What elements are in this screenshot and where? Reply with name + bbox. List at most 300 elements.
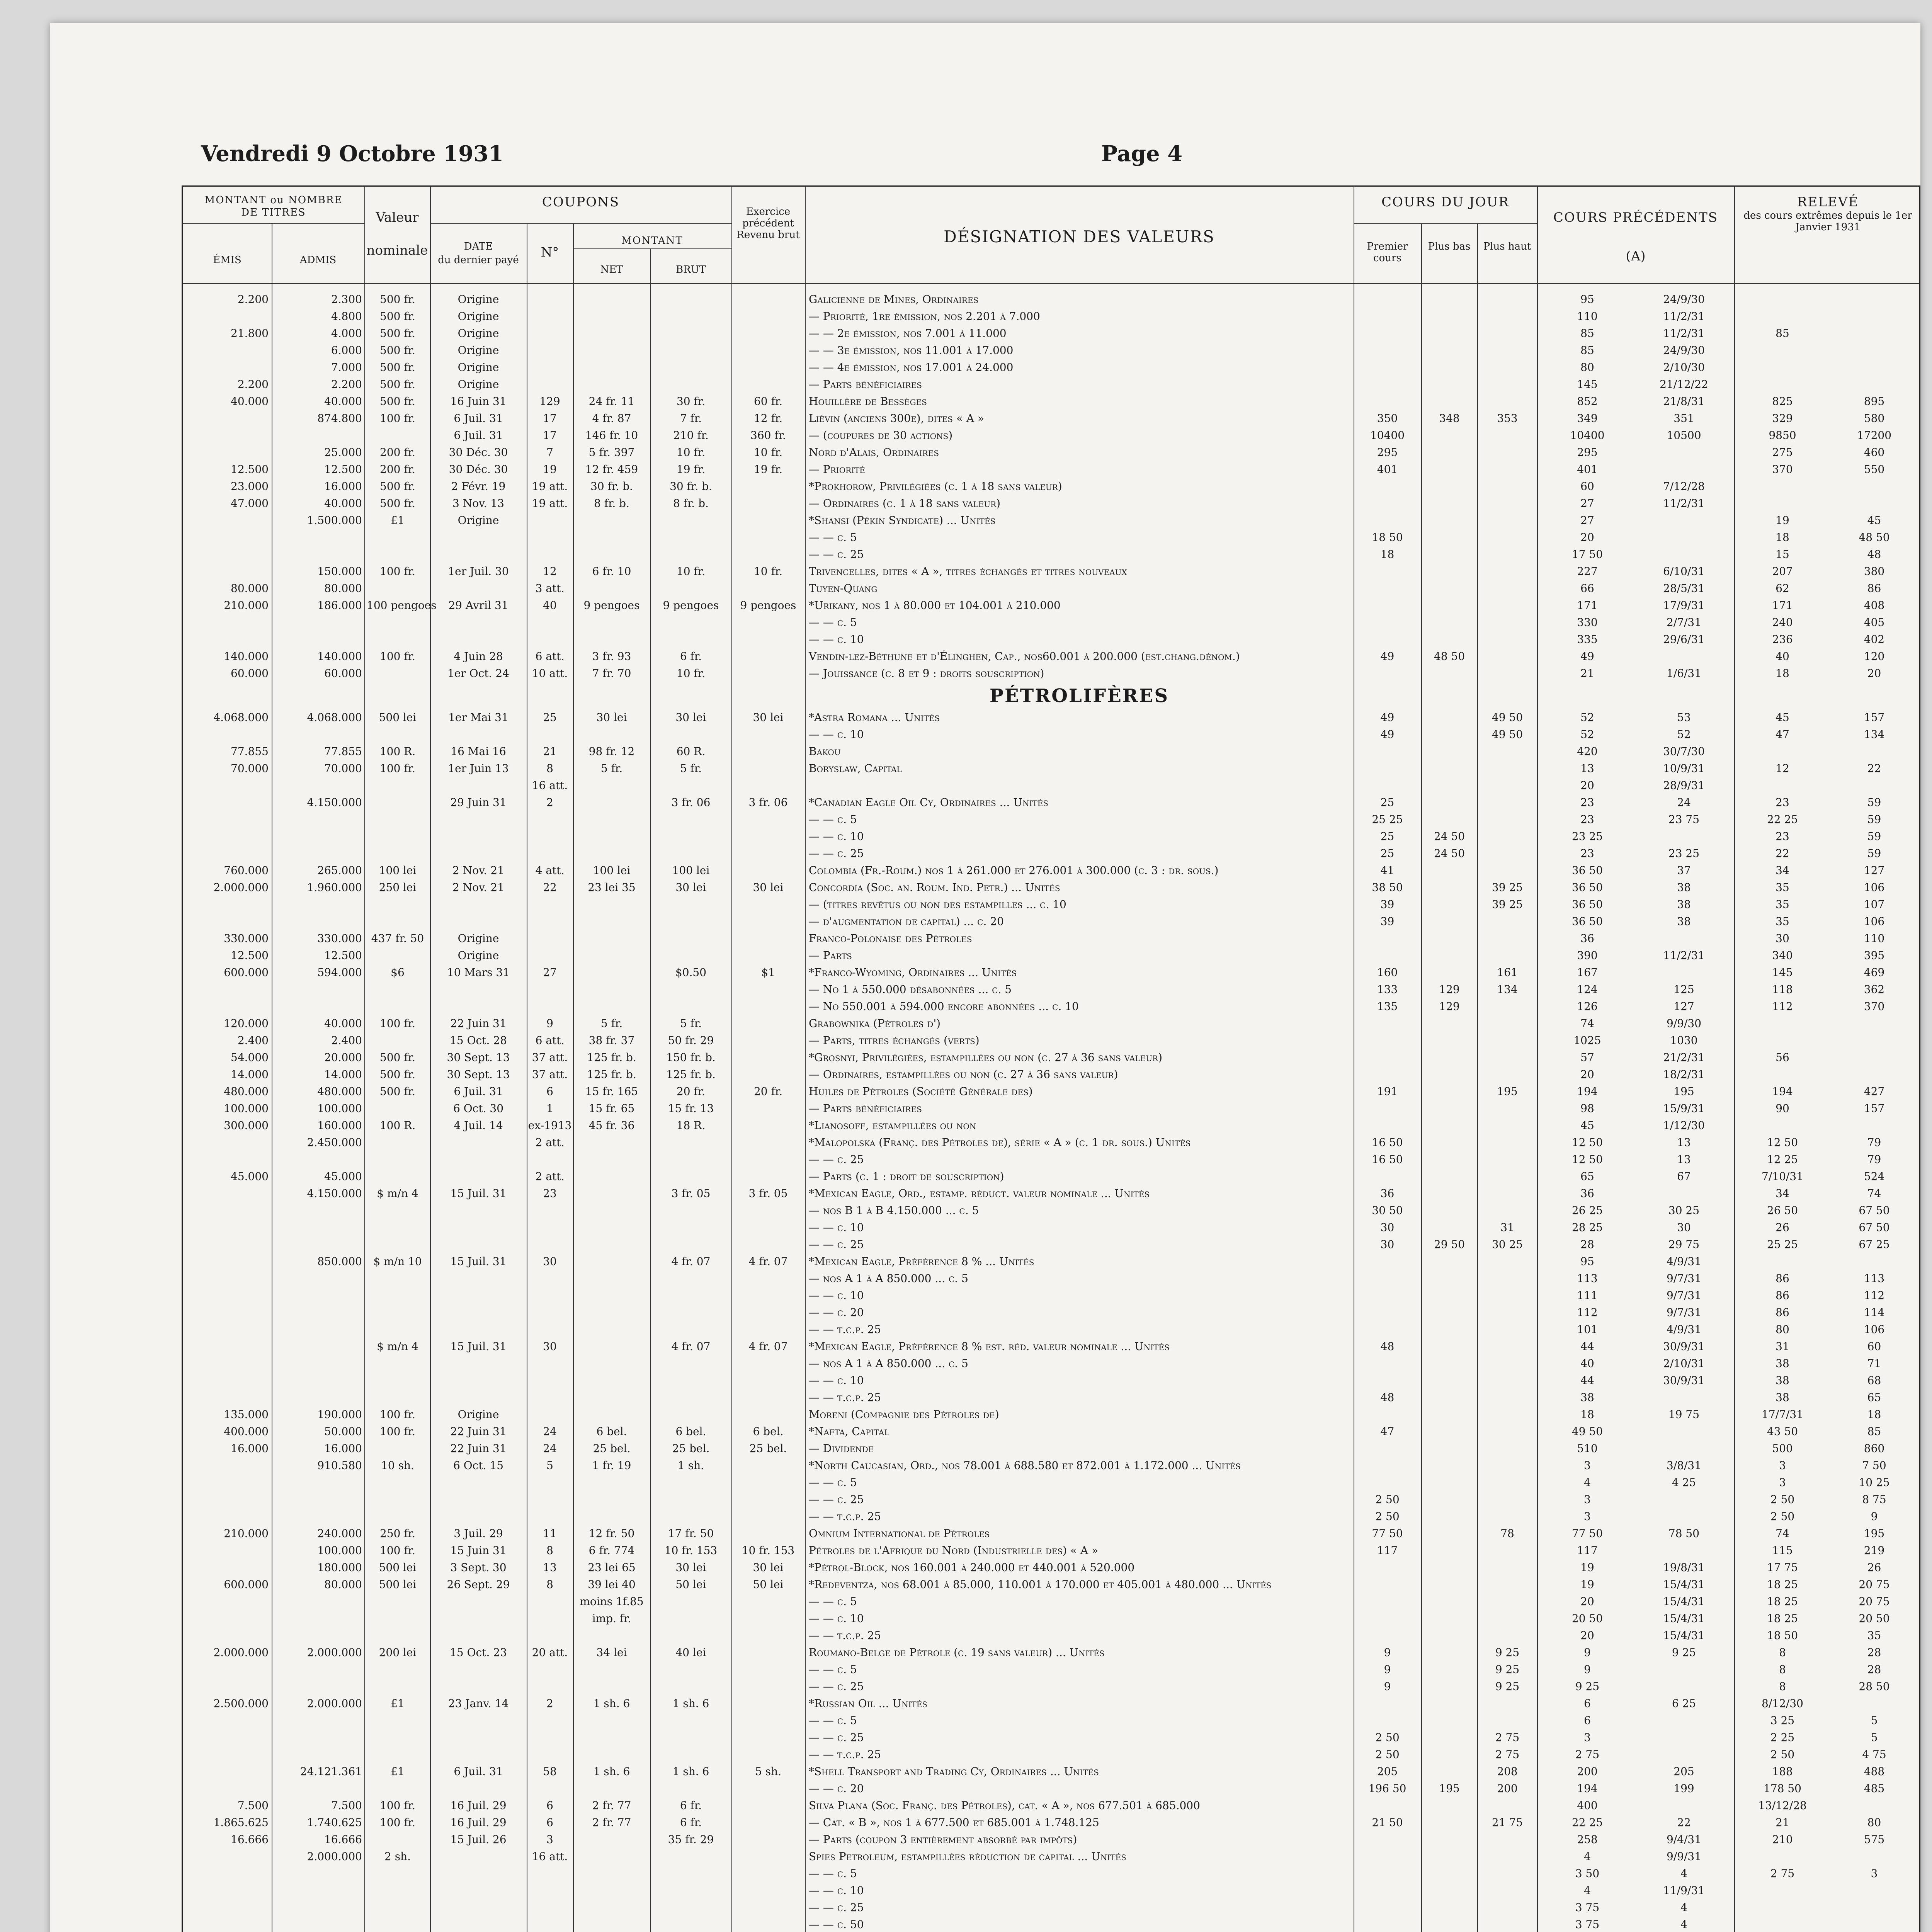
cell-date: Origine: [457, 344, 499, 357]
cell-lo: 7 50: [1862, 1459, 1886, 1472]
cell-brut: 50 lei: [675, 1578, 706, 1591]
cell-prec: 20 50: [1571, 1612, 1603, 1625]
cell-admis: 12.500: [324, 949, 362, 962]
cell-admis: 25.000: [324, 446, 362, 459]
cell-admis: 2.000.000: [307, 1646, 362, 1659]
cell-prec: 98: [1580, 1102, 1594, 1115]
cell-hi: 118: [1772, 983, 1793, 996]
cell-lo: 114: [1864, 1306, 1885, 1319]
cell-prec2: 4: [1680, 1918, 1687, 1931]
cell-name: — — t.c.p. 25: [809, 1748, 881, 1761]
cell-n: 2 att.: [535, 1136, 565, 1149]
cell-val: 500 lei: [379, 711, 417, 724]
cell-admis: 40.000: [324, 1017, 362, 1030]
cell-prec: 77 50: [1571, 1527, 1603, 1540]
cell-emis: 210.000: [224, 1527, 269, 1540]
cell-lo: 106: [1864, 915, 1885, 928]
cell-name: — Priorité: [809, 463, 865, 476]
table-row: [183, 546, 1919, 563]
cell-val: 500 lei: [379, 1561, 417, 1574]
cell-p: 117: [1377, 1544, 1398, 1557]
cell-lo: 106: [1864, 1323, 1885, 1336]
cell-lo: 71: [1867, 1357, 1881, 1370]
cell-prec: 45: [1580, 1119, 1594, 1132]
cell-brut: 30 lei: [675, 1561, 706, 1574]
cell-h: 31: [1500, 1221, 1514, 1234]
cell-rev: 50 lei: [753, 1578, 784, 1591]
header-rule: [1354, 223, 1537, 224]
cell-hi: 35: [1776, 881, 1789, 894]
cell-prec2: 2/7/31: [1666, 616, 1702, 629]
cell-lo: 85: [1867, 1425, 1881, 1438]
cell-emis: 600.000: [224, 1578, 269, 1591]
cell-name: Colombia (Fr.-Roum.) nos 1 à 261.000 et 276.001 à 300.000 (c. 3 : dr. sous.): [809, 864, 1219, 877]
cell-lo: 59: [1867, 813, 1881, 826]
cell-p: 196 50: [1368, 1782, 1406, 1795]
cell-name: Trivencelles, dites « A », titres échangés et titres nouveaux: [809, 565, 1127, 578]
cell-admis: 24.121.361: [300, 1765, 362, 1778]
cell-hi: 80: [1776, 1323, 1789, 1336]
cell-lo: 157: [1864, 1102, 1885, 1115]
cell-hi: 3: [1779, 1476, 1786, 1489]
cell-net: 45 fr. 36: [588, 1119, 635, 1132]
quotation-table: [182, 185, 1920, 1932]
cell-admis: 140.000: [317, 650, 362, 663]
table-row: [183, 393, 1919, 410]
cell-name: — — c. 10: [809, 1612, 864, 1625]
cell-hi: 210: [1772, 1833, 1793, 1846]
cell-prec: 36: [1580, 1187, 1594, 1200]
cell-rev: 25 bel.: [749, 1442, 787, 1455]
cell-admis: 12.500: [324, 463, 362, 476]
cell-lo: 427: [1864, 1085, 1885, 1098]
cell-prec: 23: [1580, 847, 1594, 860]
cell-name: Liévin (anciens 300e), dites « A »: [809, 412, 985, 425]
cell-name: *Prokhorow, Privilégiées (c. 1 à 18 sans valeur): [809, 480, 1062, 493]
cell-p: 135: [1377, 1000, 1398, 1013]
cell-name: — Ordinaires (c. 1 à 18 sans valeur): [809, 497, 1001, 510]
cell-prec2: 4 25: [1672, 1476, 1696, 1489]
cell-name: — No 550.001 à 594.000 encore abonnées ... c. 10: [809, 1000, 1079, 1013]
cell-name: Tuyen-Quang: [809, 582, 878, 595]
cell-net: 15 fr. 165: [585, 1085, 638, 1098]
cell-hi: 15: [1776, 548, 1789, 561]
cell-hi: 2 50: [1770, 1493, 1795, 1506]
cell-name: *Redeventza, nos 68.001 à 85.000, 110.001 à 170.000 et 405.001 à 480.000 ... Unités: [809, 1578, 1272, 1591]
table-row: [183, 478, 1919, 495]
cell-date: 16 Mai 16: [451, 745, 506, 758]
cell-p: 21 50: [1372, 1816, 1403, 1829]
cell-date: 23 Janv. 14: [448, 1697, 509, 1710]
cell-lo: 3: [1871, 1867, 1878, 1880]
cell-name: Spies Petroleum, estampillées réduction de capital ... Unités: [809, 1850, 1126, 1863]
cell-name: — — c. 25: [809, 1731, 864, 1744]
valeur-header: Valeur: [376, 210, 419, 225]
cell-lo: 860: [1864, 1442, 1885, 1455]
cell-val: 500 fr.: [380, 344, 415, 357]
cell-hi: 370: [1772, 463, 1793, 476]
cell-date: 4 Juil. 14: [454, 1119, 503, 1132]
cell-emis: 120.000: [224, 1017, 269, 1030]
cell-hi: 74: [1776, 1527, 1789, 1540]
cell-date: 30 Déc. 30: [449, 463, 508, 476]
cell-p: 48: [1380, 1340, 1395, 1353]
cell-prec: 20: [1580, 1629, 1594, 1642]
cell-date: 22 Juin 31: [450, 1442, 507, 1455]
cell-h: 195: [1497, 1085, 1518, 1098]
cell-prec: 20: [1580, 1595, 1594, 1608]
cell-emis: 2.400: [237, 1034, 269, 1047]
cell-admis: 2.300: [331, 293, 362, 306]
cell-hi: 38: [1776, 1391, 1789, 1404]
cell-val: 500 fr.: [380, 1068, 415, 1081]
cell-date: 16 Juin 31: [450, 395, 507, 408]
cell-prec: 3: [1584, 1493, 1591, 1506]
cell-hi: 34: [1776, 1187, 1789, 1200]
table-row: [183, 760, 1919, 777]
cell-p: 2 50: [1375, 1493, 1400, 1506]
emis-header: ÉMIS: [213, 254, 242, 266]
cell-net: 98 fr. 12: [588, 745, 635, 758]
cell-hi: 8: [1779, 1646, 1786, 1659]
table-row: [183, 1865, 1919, 1882]
cell-rev: 10 fr. 153: [742, 1544, 795, 1557]
cell-name: *Franco-Wyoming, Ordinaires ... Unités: [809, 966, 1017, 979]
cell-p: 2 50: [1375, 1731, 1400, 1744]
cell-p: 160: [1377, 966, 1398, 979]
cell-lo: 120: [1864, 650, 1885, 663]
cell-p: 41: [1380, 864, 1395, 877]
header-bottom-rule: [183, 283, 1919, 284]
cell-prec: 126: [1577, 1000, 1598, 1013]
cell-n: 24: [543, 1442, 557, 1455]
cell-p: 49: [1380, 650, 1395, 663]
cell-hi: 18 25: [1767, 1595, 1798, 1608]
cell-lo: 35: [1867, 1629, 1881, 1642]
cell-hi: 18: [1776, 667, 1789, 680]
cell-prec: 400: [1577, 1799, 1598, 1812]
cell-b: 195: [1439, 1782, 1460, 1795]
cell-emis: 12.500: [231, 463, 269, 476]
cell-prec2: 15/4/31: [1663, 1629, 1705, 1642]
cell-val: 100 fr.: [380, 1425, 415, 1438]
cell-rev: $1: [761, 966, 775, 979]
cell-prec: 36 50: [1571, 864, 1603, 877]
cell-hi: 23: [1776, 796, 1789, 809]
cell-admis: 594.000: [317, 966, 362, 979]
cell-date: 3 Sept. 30: [450, 1561, 507, 1574]
cell-name: Omnium International de Pétroles: [809, 1527, 990, 1540]
cell-hi: 236: [1772, 633, 1793, 646]
cell-date: 6 Juil. 31: [454, 1085, 503, 1098]
cell-prec: 52: [1580, 711, 1594, 724]
cell-prec2: 38: [1677, 915, 1691, 928]
cell-val: 500 fr.: [380, 1051, 415, 1064]
cell-p: 205: [1377, 1765, 1398, 1778]
cell-hi: 340: [1772, 949, 1793, 962]
cell-prec2: 53: [1677, 711, 1691, 724]
cell-prec: 60: [1580, 480, 1594, 493]
cell-b: 129: [1439, 983, 1460, 996]
cell-p: 2 50: [1375, 1510, 1400, 1523]
cell-b: 348: [1439, 412, 1460, 425]
cell-p: 191: [1377, 1085, 1398, 1098]
cell-date: 15 Oct. 28: [450, 1034, 507, 1047]
cell-admis: 4.150.000: [307, 796, 362, 809]
cell-prec: 21: [1580, 667, 1594, 680]
cell-admis: 14.000: [324, 1068, 362, 1081]
cell-name: — — t.c.p. 25: [809, 1391, 881, 1404]
cell-prec: 22 25: [1571, 1816, 1603, 1829]
montant-header: MONTANT ou NOMBRE: [204, 194, 343, 206]
cell-p: 25 25: [1372, 813, 1403, 826]
cell-lo: 18: [1867, 1408, 1881, 1421]
table-row: [183, 648, 1919, 665]
cell-h: 200: [1497, 1782, 1518, 1795]
table-row: [183, 1219, 1919, 1236]
cell-lo: 5: [1871, 1731, 1878, 1744]
cell-lo: 107: [1864, 898, 1885, 911]
cell-val: $ m/n 4: [377, 1340, 418, 1353]
cell-brut: 17 fr. 50: [668, 1527, 714, 1540]
cell-admis: 2.450.000: [307, 1136, 362, 1149]
cell-h: 21 75: [1492, 1816, 1523, 1829]
cell-brut: 15 fr. 13: [668, 1102, 714, 1115]
cell-emis: 600.000: [224, 966, 269, 979]
cell-lo: 402: [1864, 633, 1885, 646]
table-row: [183, 631, 1919, 648]
cell-name: Grabownika (Pétroles d'): [809, 1017, 941, 1030]
table-row: [183, 512, 1919, 529]
cell-brut: 7 fr.: [680, 412, 702, 425]
cell-date: 26 Sept. 29: [447, 1578, 510, 1591]
cell-val: $ m/n 10: [373, 1255, 422, 1268]
cell-emis: 12.500: [231, 949, 269, 962]
releve-header: RELEVÉ: [1797, 194, 1859, 210]
cell-prec: 4: [1584, 1476, 1591, 1489]
cell-prec: 27: [1580, 497, 1594, 510]
cell-brut: 30 lei: [675, 881, 706, 894]
cell-admis: 180.000: [317, 1561, 362, 1574]
cell-hi: 85: [1776, 327, 1789, 340]
cell-prec: 200: [1577, 1765, 1598, 1778]
cell-name: — — c. 25: [809, 1680, 864, 1693]
cell-hi: 825: [1772, 395, 1793, 408]
cell-date: 2 Nov. 21: [452, 881, 504, 894]
dernier-paye-header: du dernier payé: [438, 254, 519, 266]
cell-p: 2 50: [1375, 1748, 1400, 1761]
cell-admis: 265.000: [317, 864, 362, 877]
cell-date: 22 Juin 31: [450, 1017, 507, 1030]
cell-prec2: 78 50: [1668, 1527, 1700, 1540]
cell-lo: 68: [1867, 1374, 1881, 1387]
cell-n: 27: [543, 966, 557, 979]
cell-name: — — 3e émission, nos 11.001 à 17.000: [809, 344, 1014, 357]
table-row: [183, 1355, 1919, 1372]
cell-net: 12 fr. 50: [588, 1527, 635, 1540]
cell-prec2: 4/9/31: [1666, 1323, 1702, 1336]
cell-date: 1er Juin 13: [448, 762, 509, 775]
table-row: [183, 410, 1919, 427]
cell-hi: 500: [1772, 1442, 1793, 1455]
cell-name: Houillère de Bessèges: [809, 395, 927, 408]
cell-lo: 59: [1867, 796, 1881, 809]
cell-n: 19 att.: [532, 480, 568, 493]
cell-net: 39 lei 40: [588, 1578, 636, 1591]
cell-val: 100 fr.: [380, 1799, 415, 1812]
cell-hi: 17 75: [1767, 1561, 1798, 1574]
cell-prec: 44: [1580, 1340, 1594, 1353]
cell-prec: 85: [1580, 344, 1594, 357]
cell-name: *Shell Transport and Trading Cy, Ordinaires ... Unités: [809, 1765, 1099, 1778]
cell-net: 5 fr.: [600, 1017, 623, 1030]
cell-val: 100 fr.: [380, 1816, 415, 1829]
cell-hi: 18 25: [1767, 1612, 1798, 1625]
cell-prec: 36: [1580, 932, 1594, 945]
cell-hi: 19: [1776, 514, 1789, 527]
cell-prec2: 6/10/31: [1663, 565, 1705, 578]
cell-admis: 874.800: [317, 412, 362, 425]
cell-h: 134: [1497, 983, 1518, 996]
cell-admis: 160.000: [317, 1119, 362, 1132]
cell-rev: 30 lei: [753, 881, 784, 894]
cell-n: 4 att.: [535, 864, 565, 877]
table-row: [183, 1372, 1919, 1389]
page-header: [151, 141, 1905, 172]
cell-brut: 6 bel.: [675, 1425, 706, 1438]
cell-prec: 9: [1584, 1663, 1591, 1676]
table-row: [183, 981, 1919, 998]
cell-admis: 2.000.000: [307, 1697, 362, 1710]
cell-name: Franco-Polonaise des Pétroles: [809, 932, 972, 945]
cell-admis: 1.740.625: [307, 1816, 362, 1829]
cell-net: 30 fr. b.: [590, 480, 633, 493]
cell-brut: 35 fr. 29: [668, 1833, 714, 1846]
cell-date: 2 Nov. 21: [452, 864, 504, 877]
table-row: [183, 1423, 1919, 1440]
cell-brut: 1 sh.: [677, 1459, 704, 1472]
cell-prec2: 11/2/31: [1663, 949, 1705, 962]
cell-prec: 49: [1580, 650, 1594, 663]
cell-date: 15 Oct. 23: [450, 1646, 507, 1659]
cell-date: 6 Juil. 31: [454, 429, 503, 442]
cell-date: 1er Oct. 24: [447, 667, 509, 680]
cell-hi: 21: [1776, 1816, 1789, 1829]
cell-emis: 14.000: [231, 1068, 269, 1081]
cell-p: 9: [1384, 1680, 1391, 1693]
table-row: [183, 1763, 1919, 1780]
cell-prec2: 28/9/31: [1663, 779, 1705, 792]
cell-prec: 227: [1577, 565, 1598, 578]
table-row: [183, 1032, 1919, 1049]
table-row: [183, 1559, 1919, 1576]
cell-prec2: 6 25: [1672, 1697, 1696, 1710]
cell-prec2: 351: [1673, 412, 1694, 425]
cell-brut: 25 bel.: [672, 1442, 710, 1455]
table-row: [183, 1661, 1919, 1678]
cell-prec: 17 50: [1571, 548, 1603, 561]
cell-hi: 34: [1776, 864, 1789, 877]
cell-net: 15 fr. 65: [588, 1102, 635, 1115]
cell-prec2: 4: [1680, 1867, 1687, 1880]
cell-name: — Dividende: [809, 1442, 874, 1455]
cell-prec: 57: [1580, 1051, 1594, 1064]
cell-hi: 194: [1772, 1085, 1793, 1098]
cours-du-jour-header: COURS DU JOUR: [1381, 194, 1509, 210]
cell-lo: 28: [1867, 1663, 1881, 1676]
table-row: [183, 1049, 1919, 1066]
cell-name: Bakou: [809, 745, 841, 758]
cell-prec: 420: [1577, 745, 1598, 758]
cell-emis: 23.000: [231, 480, 269, 493]
cell-net: 5 fr.: [600, 762, 623, 775]
cell-n: 13: [543, 1561, 557, 1574]
cell-net: 9 pengoes: [583, 599, 640, 612]
cell-prec: 113: [1577, 1272, 1598, 1285]
cell-hi: 2 75: [1770, 1867, 1795, 1880]
cell-lo: 17200: [1857, 429, 1892, 442]
cell-val: £1: [391, 514, 405, 527]
table-row: [183, 444, 1919, 461]
cell-n: ex-1913: [528, 1119, 572, 1132]
cell-emis: 45.000: [231, 1170, 269, 1183]
cell-val: 100 fr.: [380, 412, 415, 425]
cell-name: — — 4e émission, nos 17.001 à 24.000: [809, 361, 1014, 374]
cell-prec2: 15/4/31: [1663, 1578, 1705, 1591]
cell-hi: 17/7/31: [1762, 1408, 1803, 1421]
cell-prec: 44: [1580, 1374, 1594, 1387]
cell-brut: 18 R.: [676, 1119, 706, 1132]
cell-prec: 1025: [1573, 1034, 1601, 1047]
cell-val: 250 lei: [379, 881, 417, 894]
cell-admis: 850.000: [317, 1255, 362, 1268]
cell-n: 6 att.: [535, 650, 565, 663]
cell-h: 9 25: [1495, 1646, 1520, 1659]
cell-name: — — c. 20: [809, 1782, 864, 1795]
cell-prec: 80: [1580, 361, 1594, 374]
cell-n: 9: [546, 1017, 553, 1030]
table-row: [183, 896, 1919, 913]
cell-name: — — c. 10: [809, 1221, 864, 1234]
cell-prec: 26 25: [1571, 1204, 1603, 1217]
cell-hi: 62: [1776, 582, 1789, 595]
cell-name: — Parts bénéficiaires: [809, 1102, 922, 1115]
cell-b: 24 50: [1434, 847, 1465, 860]
cell-admis: 100.000: [317, 1544, 362, 1557]
cell-p: 38 50: [1372, 881, 1403, 894]
cell-emis: 2.000.000: [213, 881, 269, 894]
cell-prec2: 4: [1680, 1901, 1687, 1914]
cell-prec: 194: [1577, 1782, 1598, 1795]
cell-admis: 77.855: [324, 745, 362, 758]
plus-bas-header: Plus bas: [1428, 241, 1471, 252]
cell-b: 24 50: [1434, 830, 1465, 843]
cell-admis: 80.000: [324, 582, 362, 595]
cell-admis: 100.000: [317, 1102, 362, 1115]
cell-rev: 10 fr.: [753, 565, 783, 578]
cell-hi: 3 25: [1770, 1714, 1795, 1727]
cell-p: 401: [1377, 463, 1398, 476]
cell-net: 23 lei 65: [588, 1561, 636, 1574]
cell-prec2: 38: [1677, 881, 1691, 894]
cell-p: 48: [1380, 1391, 1395, 1404]
cell-name: Nord d'Alais, Ordinaires: [809, 446, 939, 459]
cell-hi: 86: [1776, 1272, 1789, 1285]
cell-lo: 28: [1867, 1646, 1881, 1659]
cell-prec2: 4/9/31: [1666, 1255, 1702, 1268]
cell-b: 29 50: [1434, 1238, 1465, 1251]
cell-n: 6: [546, 1799, 553, 1812]
